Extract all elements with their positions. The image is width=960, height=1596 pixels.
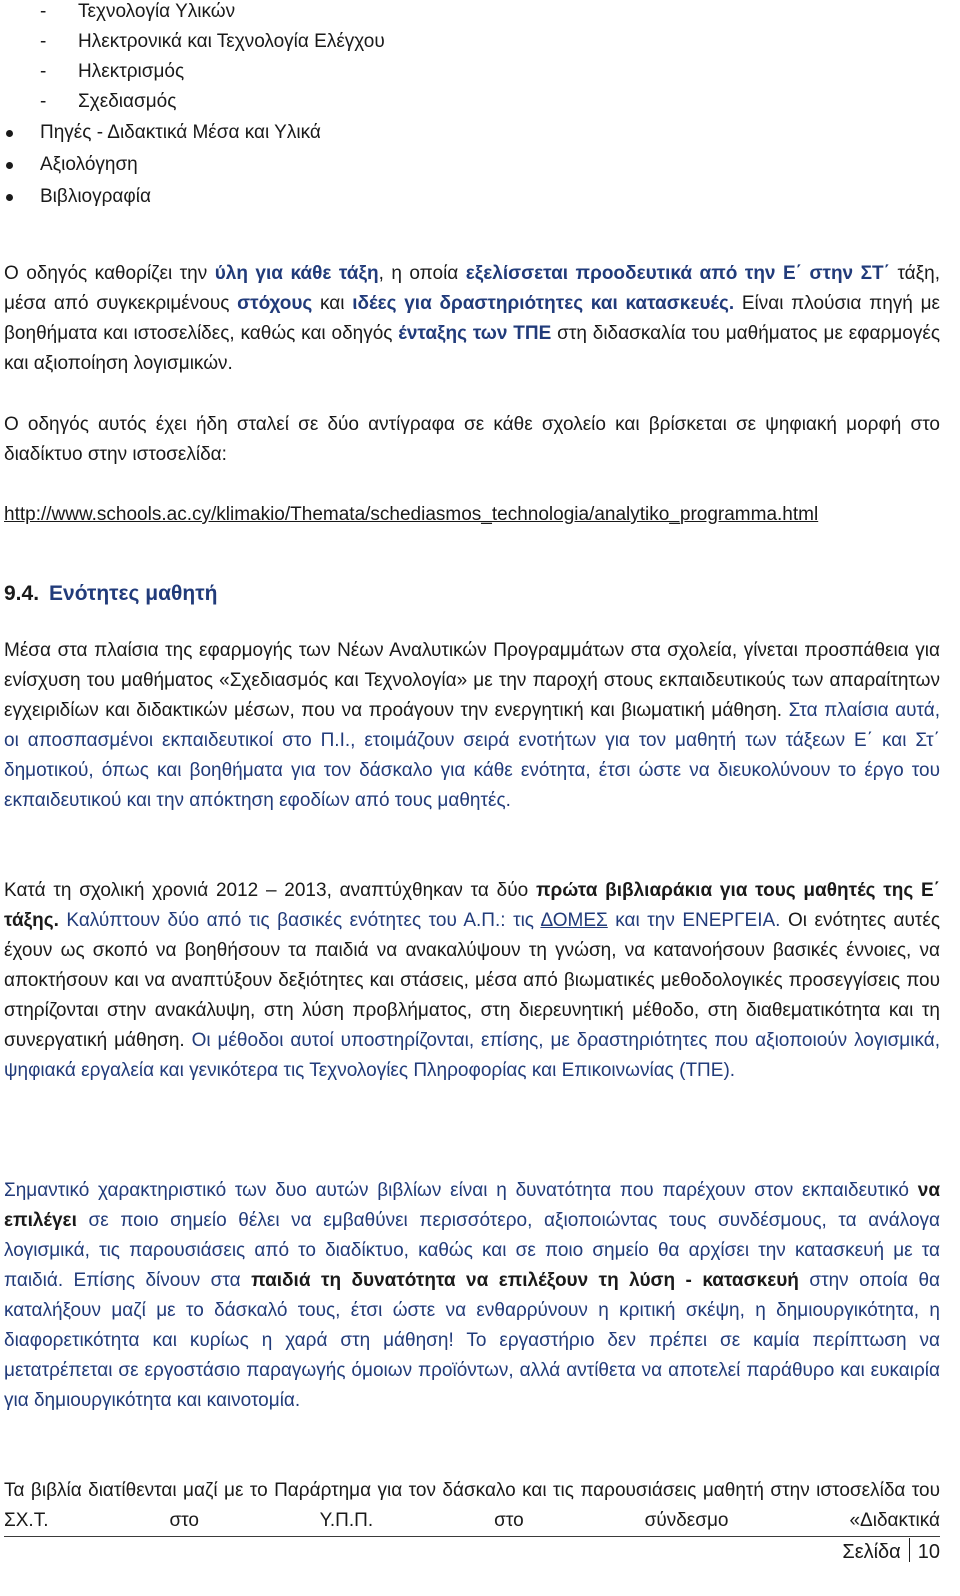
list-item-text: Σχεδιασμός (78, 91, 177, 112)
dash-marker: - (40, 61, 47, 82)
list-item-text: Ηλεκτρισμός (78, 61, 185, 82)
bullet-icon (6, 130, 13, 137)
footer-separator (909, 1538, 910, 1562)
bullet-icon (6, 194, 13, 201)
list-item-text: Αξιολόγηση (40, 154, 138, 175)
list-item (40, 27, 385, 57)
bullet-icon (6, 162, 13, 169)
page-label: Σελίδα (842, 1541, 901, 1563)
list-item-text: Πηγές - Διδακτικά Μέσα και Υλικά (40, 122, 321, 143)
website-link[interactable]: http://www.schools.ac.cy/klimakio/Themata/schediasmos_technologia/analytiko_programma.html (4, 504, 819, 525)
list-item-text: Ηλεκτρονικά και Τεχνολογία Ελέγχου (78, 31, 385, 52)
dash-list (40, 0, 385, 117)
paragraph-guide-availability: Ο οδηγός αυτός έχει ήδη σταλεί σε δύο αντίγραφα σε κάθε σχολείο και βρίσκεται σε ψηφιακή μορφή στο διαδίκτυο στην ιστοσελίδα: (4, 414, 940, 465)
paragraph-books-availability: Τα βιβλία διατίθενται μαζί με το Παράρτημα για τον δάσκαλο και τις παρουσιάσεις μαθητή στην ιστοσελίδα του ΣΧ.Τ. στο Υ.Π.Π. στο σύνδεσμο «Διδακτικά (4, 1480, 940, 1531)
list-item (40, 87, 385, 117)
dash-marker: - (40, 91, 47, 112)
paragraph-book-features: Σημαντικό χαρακτηριστικό των δυο αυτών βιβλίων είναι η δυνατότητα που παρέχουν στον εκπαιδευτικό να επιλέγει σε ποιο σημείο θέλει να εμβαθύνει περισσότερο, αξιοποιώντας τους συνδέσμους, τα ανάλογα λογισμικά, τις παρουσιάσεις από το διαδίκτυο, καθώς και σε ποιο σημείο θα αρχίσει την κατασκευή με τα παιδιά. Επίσης δίνουν στα παιδιά τη δυνατότητα να επιλέξουν τη λύση - κατασκευή στην οποία θα καταλήξουν μαζί με το δάσκαλό τους, έτσι ώστε να ενθαρρύνουν η κριτική σκέψη, η δημιουργικότητα, η διαφορετικότητα και κυρίως η χαρά στη μάθηση! Το εργαστήριο δεν πρέπει σε καμία περίπτωση να μετατρέπεται σε εργοστάσιο παραγωγής όμοιων προϊόντων, αλλά αντίθετα να αποτελεί παράθυρο και ευκαιρία για δημιουργικότητα και καινοτομία. (4, 1180, 940, 1411)
dash-marker: - (40, 1, 47, 22)
list-item (4, 181, 321, 213)
list-item (4, 149, 321, 181)
paragraph-first-booklets: Κατά τη σχολική χρονιά 2012 – 2013, αναπτύχθηκαν τα δύο πρώτα βιβλιαράκια για τους μαθητές της Ε΄ τάξης. Καλύπτουν δύο από τις βασικές ενότητες του Α.Π.: τις ΔΟΜΕΣ και την ΕΝΕΡΓΕΙΑ. Οι ενότητες αυτές έχουν ως σκοπό να βοηθήσουν τα παιδιά να ανακαλύψουν τη γνώση, να κατανοήσουν βασικές έννοιες, να αποκτήσουν και να αναπτύξουν δεξιότητες και στάσεις, μέσα από βιωματικές μεθοδολογικές προσεγγίσεις που στηρίζονται στην ανακάλυψη, στη λύση προβλήματος, στη διερευνητική μέθοδο, στη διαθεματικότητα και τη συνεργατική μάθηση. Οι μέθοδοι αυτοί υποστηρίζονται, επίσης, με δραστηριότητες που αξιοποιούν λογισμικά, ψηφιακά εργαλεία και γενικότερα τις Τεχνολογίες Πληροφορίας και Επικοινωνίας (ΤΠΕ). (4, 880, 941, 1081)
list-item (40, 57, 385, 87)
bullet-list (4, 117, 321, 213)
section-title: Ενότητες μαθητή (49, 582, 218, 605)
section-heading (4, 578, 217, 610)
section-number: 9.4. (4, 582, 40, 605)
list-item-text: Τεχνολογία Υλικών (78, 1, 236, 22)
list-item (40, 0, 385, 27)
footer-divider (4, 1536, 940, 1537)
list-item (4, 117, 321, 149)
list-item-text: Βιβλιογραφία (40, 186, 151, 207)
paragraph-new-curricula: Μέσα στα πλαίσια της εφαρμογής των Νέων Αναλυτικών Προγραμμάτων στα σχολεία, γίνεται προσπάθεια για ενίσχυση του μαθήματος «Σχεδιασμός και Τεχνολογία» με την παροχή στους εκπαιδευτικούς των απαραίτητων εγχειριδίων και διδακτικών μέσων, που να προάγουν την ενεργητική και βιωματική μάθηση. Στα πλαίσια αυτά, οι αποσπασμένοι εκπαιδευτικοί στο Π.Ι., ετοιμάζουν σειρά ενοτήτων για τον μαθητή των τάξεων Ε΄ και Στ΄ δημοτικού, όπως και βοηθήματα για τον δάσκαλο για κάθε ενότητα, έτσι ώστε να διευκολύνουν το έργο του εκπαιδευτικού και την απόκτηση εφοδίων από τους μαθητές. (4, 640, 940, 811)
dash-marker: - (40, 31, 47, 52)
page-number: 10 (917, 1541, 940, 1563)
paragraph-guide-description: Ο οδηγός καθορίζει την ύλη για κάθε τάξη, η οποία εξελίσσεται προοδευτικά από την Ε΄ στην ΣΤ΄ τάξη, μέσα από συγκεκριμένους στόχους και ιδέες για δραστηριότητες και κατασκευές. Είναι πλούσια πηγή με βοηθήματα και ιστοσελίδες, καθώς και οδηγός ένταξης των ΤΠΕ στη διδασκαλία του μαθήματος με εφαρμογές και αξιοποίηση λογισμικών. (4, 263, 941, 374)
page-footer (842, 1537, 940, 1567)
